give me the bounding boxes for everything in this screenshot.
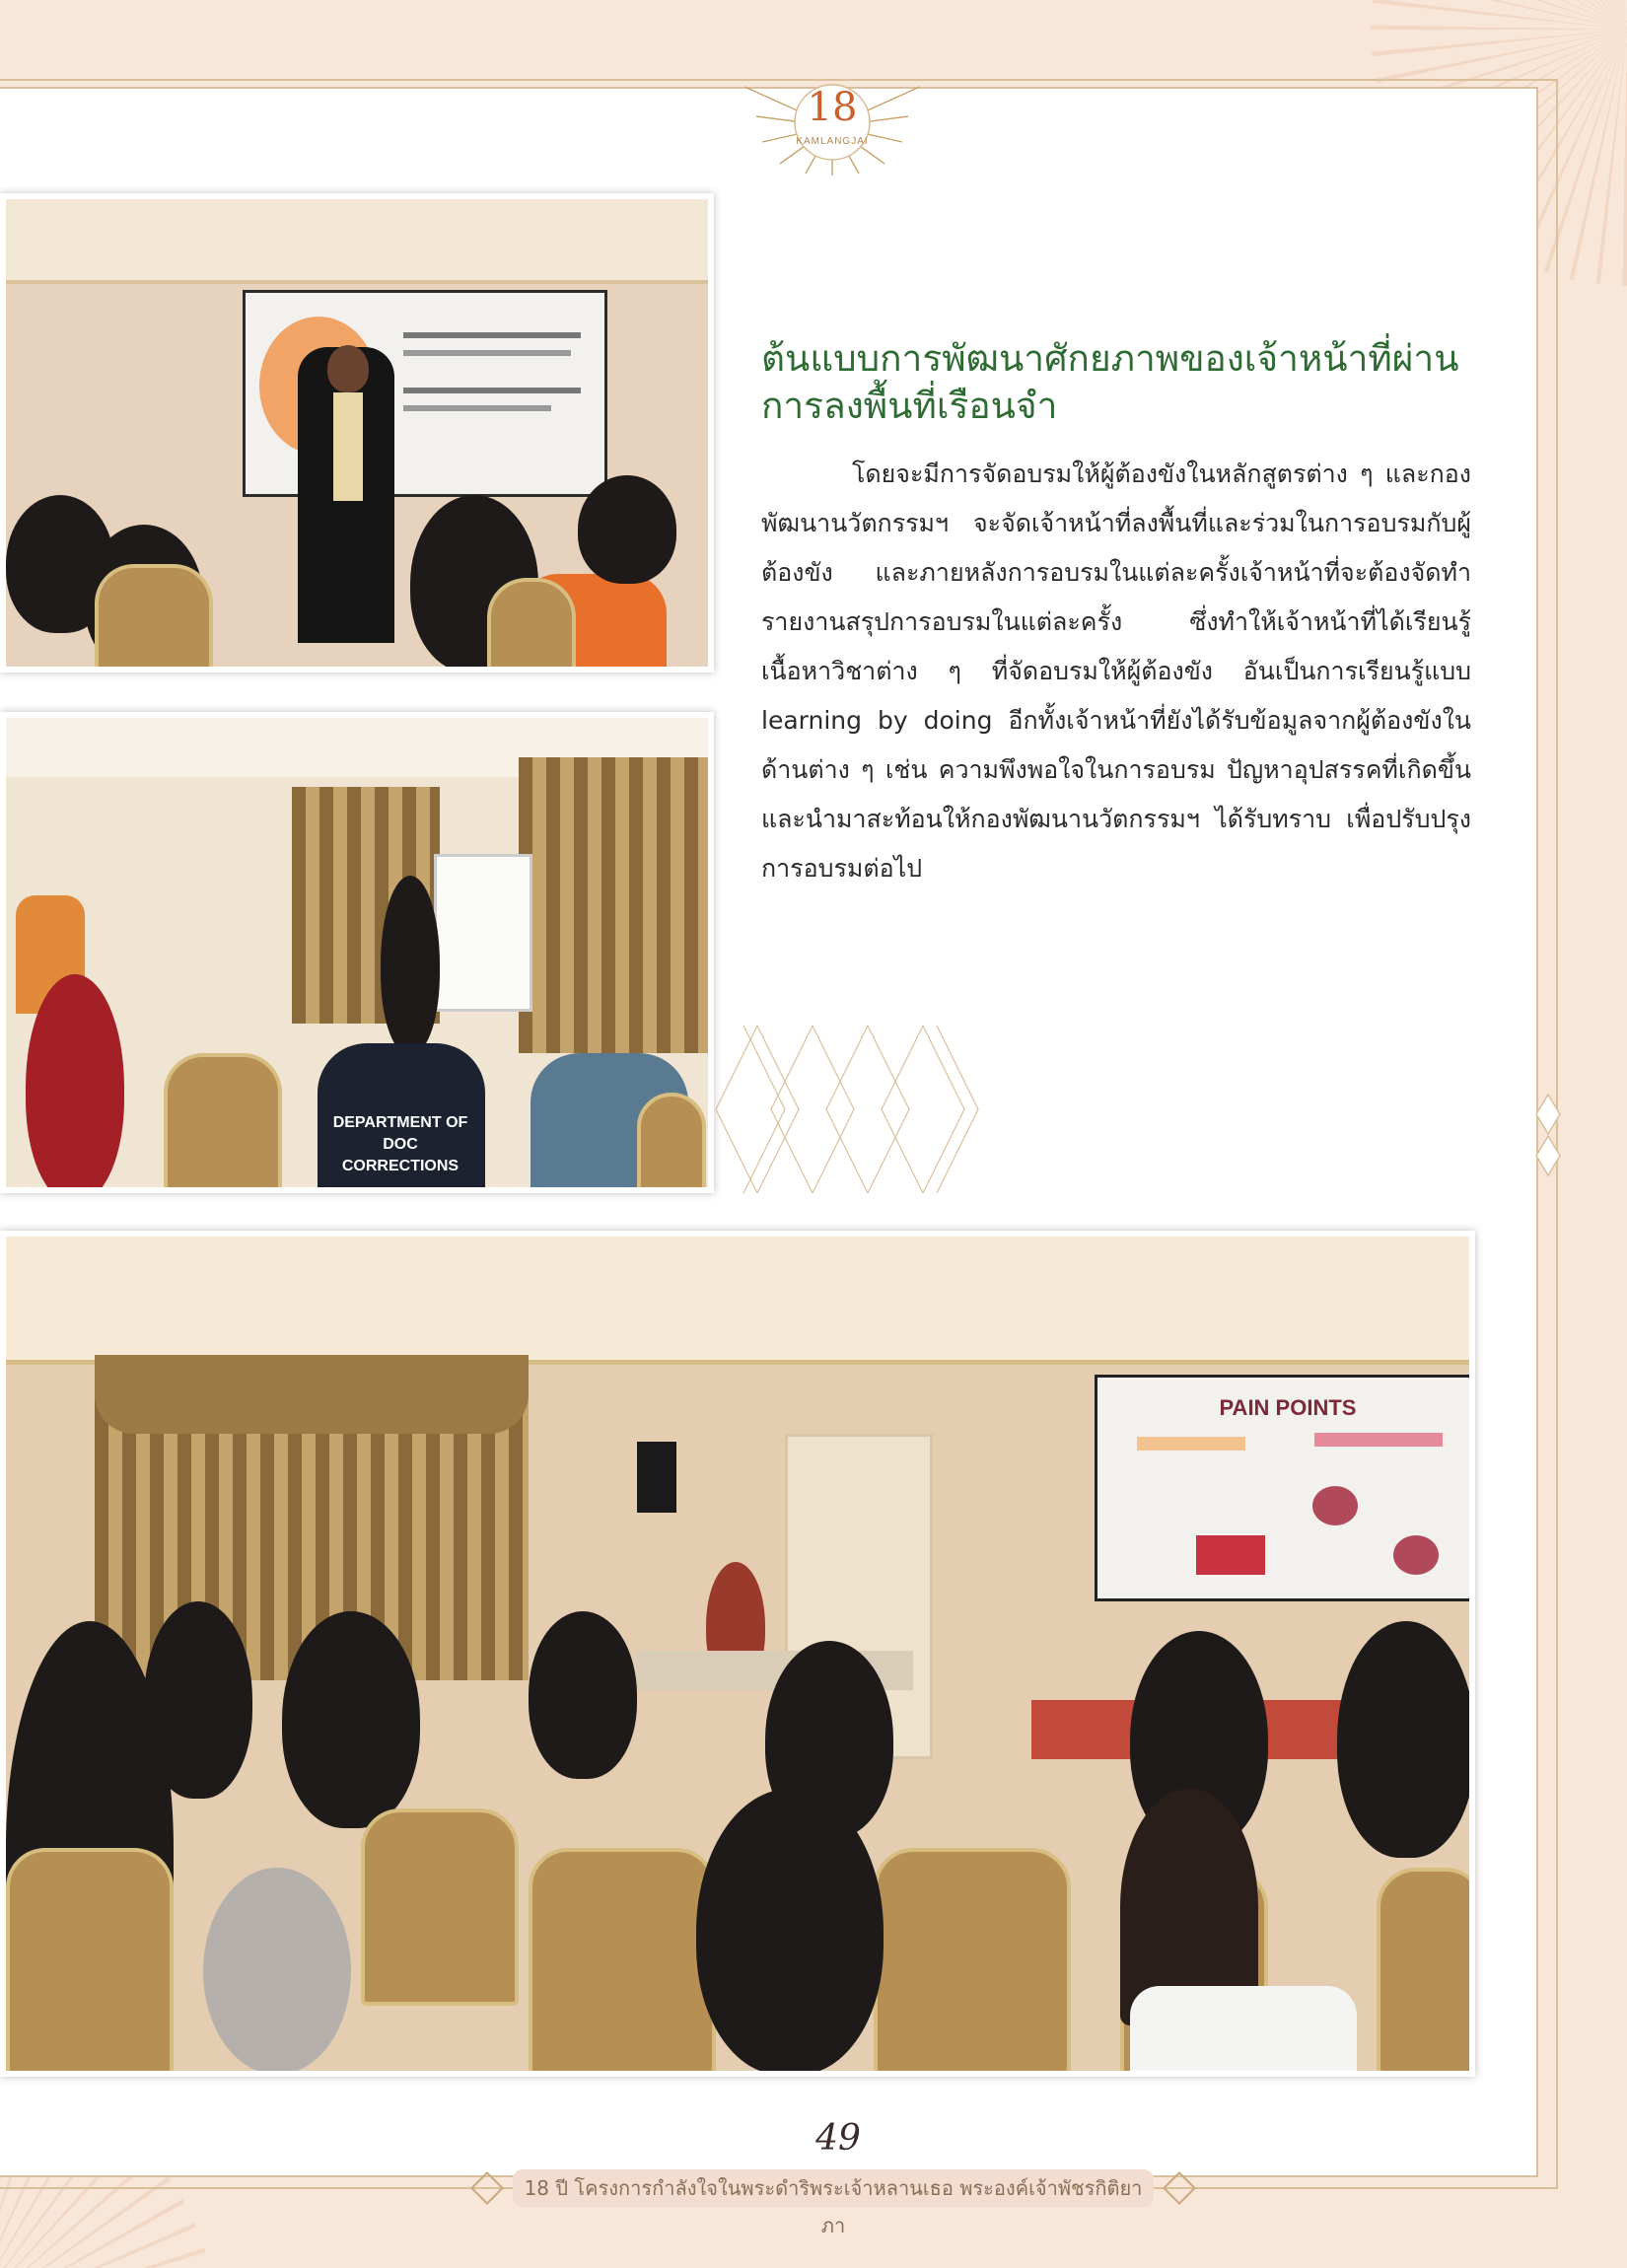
photo-workshop-flipchart <box>0 712 714 1193</box>
logo-subtitle: KAMLANGJAI <box>796 136 869 147</box>
slide-title: PAIN POINTS <box>1219 1395 1357 1420</box>
side-diamond-icon <box>1534 1093 1562 1177</box>
photo-training-speaker <box>0 193 714 673</box>
logo-number: 18 <box>807 85 858 130</box>
photo-shirt-text: DEPARTMENT OF DOC CORRECTIONS <box>332 1114 468 1174</box>
page-number: 49 <box>815 2118 861 2159</box>
logo-emblem <box>737 77 928 176</box>
article-title: ต้นแบบการพัฒนาศักยภาพของเจ้าหน้าที่ผ่านการลงพื้นที่เรือนจำ <box>761 337 1459 427</box>
photo-meeting-pain-points <box>0 1231 1475 2077</box>
article-body: โดยจะมีการจัดอบรมให้ผู้ต้องขังในหลักสูตรต่าง ๆ และกองพัฒนานวัตกรรมฯ จะจัดเจ้าหน้าที่ลงพื้นที่และร่วมในการอบรมกับผู้ต้องขัง และภายหลังการอบรมในแต่ละครั้งเจ้าหน้าที่จะต้องจัดทำรายงานสรุปการอบรมในแต่ละครั้ง ซึ่งทำให้เจ้าหน้าที่ได้เรียนรู้เนื้อหาวิชาต่าง ๆ ที่จัดอบรมให้ผู้ต้องขัง อันเป็นการเรียนรู้แบบ learning by doing อีกทั้งเจ้าหน้าที่ยังได้รับข้อมูลจากผู้ต้องขังในด้านต่าง ๆ เช่น ความพึงพอใจในการอบรม ปัญหาอุปสรรคที่เกิดขึ้นและนำมาสะท้อนให้กองพัฒนานวัตกรรมฯ ได้รับทราบ เพื่อปรับปรุงการอบรมต่อไป <box>761 460 1471 883</box>
diamond-pattern-decoration <box>716 1026 992 1193</box>
footer-caption: 18 ปี โครงการกำลังใจในพระดำริพระเจ้าหลานเธอ พระองค์เจ้าพัชรกิติยาภา <box>513 2169 1154 2207</box>
